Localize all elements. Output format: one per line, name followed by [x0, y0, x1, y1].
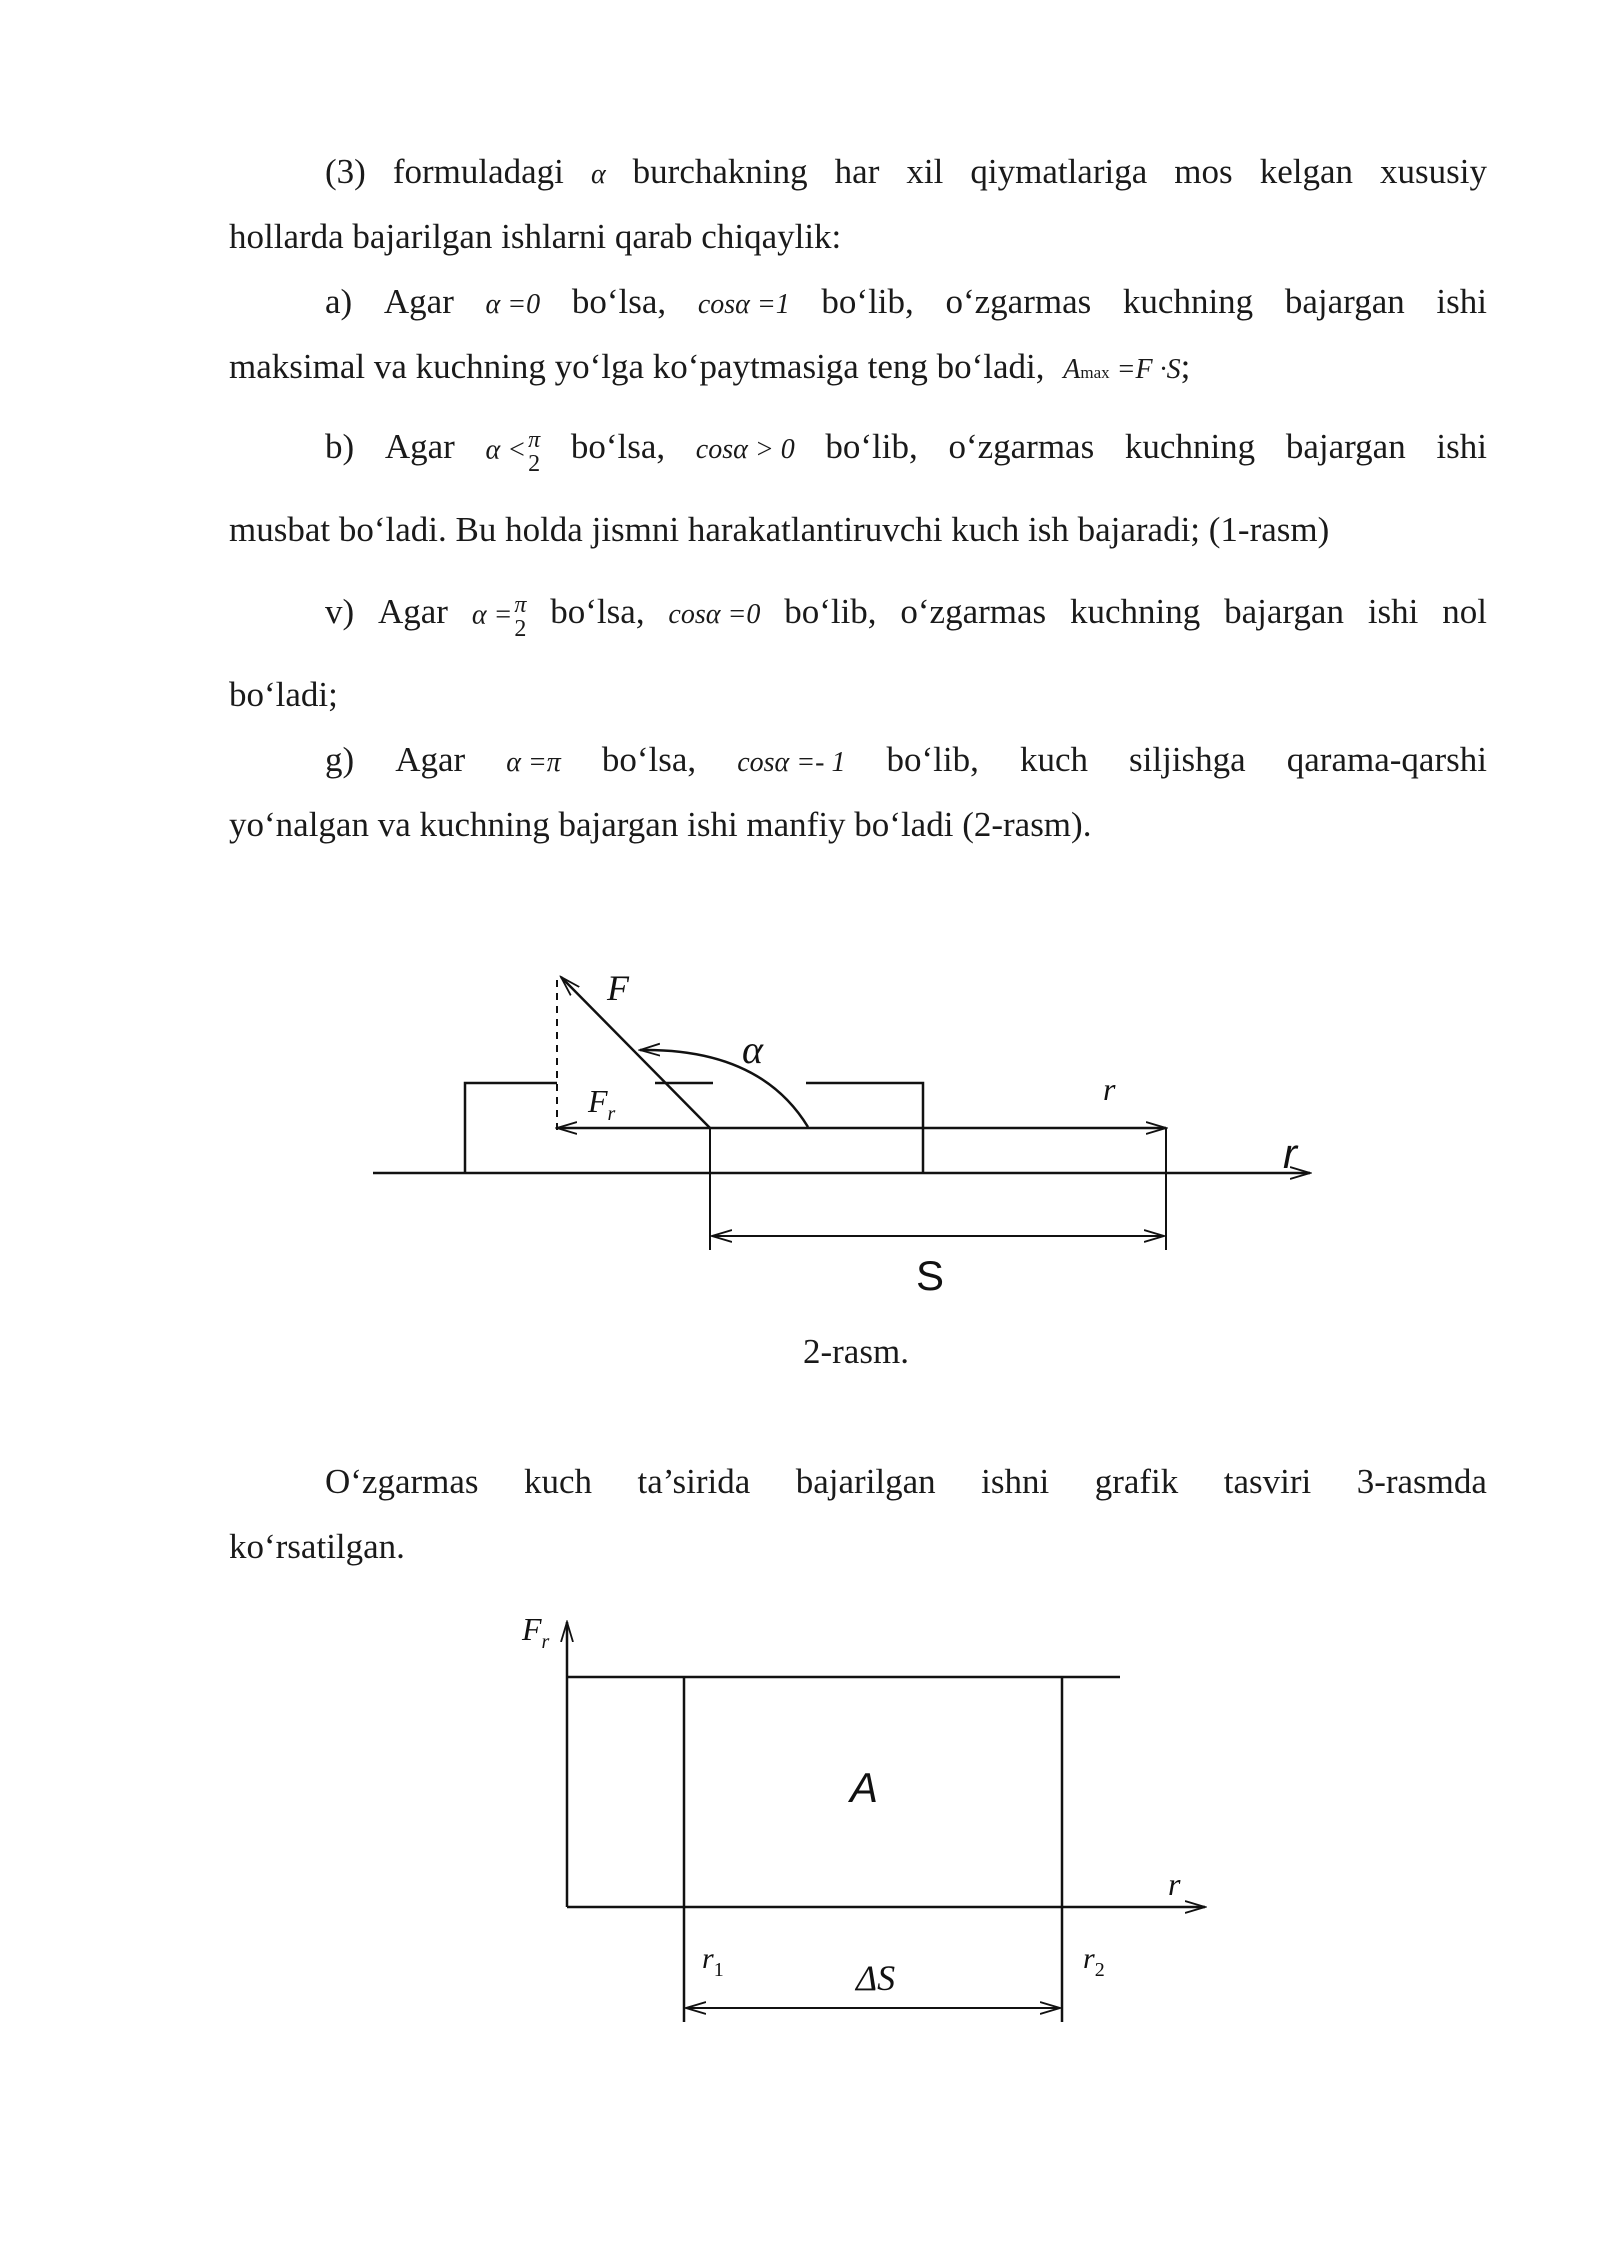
word: bo‘lib, — [784, 592, 877, 631]
fraction-denominator: 2 — [528, 450, 541, 477]
paragraph-2-line-1 — [325, 1460, 1487, 1504]
word: o‘zgarmas — [948, 427, 1095, 466]
label-Fr-axis — [521, 1611, 550, 1653]
body-outline-left — [465, 1083, 557, 1173]
word: har — [834, 152, 880, 191]
item-v-line-2: bo‘ladi; — [229, 675, 338, 714]
word: bajarilgan — [795, 1462, 936, 1501]
word: kelgan — [1259, 152, 1353, 191]
word: kuchning — [1124, 427, 1256, 466]
label-S: S — [916, 1252, 945, 1299]
item-prefix: g) — [325, 740, 355, 779]
word: tasviri — [1223, 1462, 1312, 1501]
word: grafik — [1094, 1462, 1179, 1501]
label-Fr-sub: r — [541, 1631, 550, 1653]
label-Fr-main: F — [588, 1083, 608, 1119]
word: bo‘lib, — [825, 427, 918, 466]
label-r2 — [1083, 1942, 1105, 1981]
item-b-line-2: musbat bo‘ladi. Bu holda jismni harakatlantiruvchi kuch ish bajaradi; (1-rasm) — [229, 510, 1330, 549]
label-A: A — [850, 1764, 879, 1811]
word: qiymatlariga — [970, 152, 1148, 191]
word: formuladagi — [392, 152, 564, 191]
fraction-denominator: 2 — [514, 615, 527, 642]
cosine-formula: cosα =0 — [668, 599, 761, 630]
word: Agar — [395, 740, 466, 779]
label-Fr-sub: r — [607, 1103, 616, 1125]
word: bo‘lsa, — [571, 282, 667, 321]
item-g-line-2: yo‘nalgan va kuchning bajargan ishi manfiy bo‘ladi (2-rasm). — [229, 805, 1092, 844]
label-r2-main: r — [1083, 1942, 1095, 1975]
subscript-max: max — [1080, 363, 1110, 382]
semicolon: ; — [1180, 347, 1191, 386]
item-prefix: a) — [325, 282, 353, 321]
cosine-formula: cosα =1 — [697, 289, 790, 320]
word: bajargan — [1284, 282, 1405, 321]
fraction-numerator: π — [528, 426, 541, 453]
angle-arc — [640, 1050, 808, 1127]
word: xil — [906, 152, 944, 191]
word: xususiy — [1380, 152, 1487, 191]
word: kuchning — [1070, 592, 1201, 631]
label-r2-sub: 2 — [1094, 1959, 1105, 1981]
word: kuch — [524, 1462, 593, 1501]
word: bo‘lsa, — [570, 427, 666, 466]
label-alpha: α — [742, 1027, 763, 1072]
word: bo‘lsa, — [601, 740, 697, 779]
word: ishi — [1367, 592, 1419, 631]
word: qarama-qarshi — [1286, 740, 1487, 779]
word: burchakning — [632, 152, 808, 191]
word: (3) — [325, 152, 366, 191]
label-delta-s: ΔS — [856, 1958, 896, 1998]
label-r1-sub: 1 — [713, 1959, 724, 1981]
word: bajargan — [1224, 592, 1344, 631]
figure-2-caption: 2-rasm. — [803, 1332, 909, 1371]
word: bo‘lib, — [886, 740, 979, 779]
cosine-formula: cosα > 0 — [695, 434, 795, 465]
alpha-symbol: α — [590, 159, 606, 190]
label-Fr — [587, 1083, 616, 1125]
formula-left: α < — [485, 434, 527, 465]
word: Agar — [383, 282, 454, 321]
condition-formula: α =π — [506, 747, 561, 778]
paragraph-2-line-2: ko‘rsatilgan. — [229, 1527, 405, 1566]
word: o‘zgarmas — [900, 592, 1047, 631]
word: O‘zgarmas — [325, 1462, 479, 1501]
label-r-vector: r — [1103, 1071, 1116, 1107]
formula-left: α = — [471, 599, 513, 630]
label-r-axis: r — [1168, 1866, 1181, 1902]
line-text: maksimal va kuchning yo‘lga ko‘paytmasiga teng bo‘ladi, — [229, 347, 1045, 386]
word: kuchning — [1122, 282, 1254, 321]
condition-formula: α =0 — [485, 289, 541, 320]
formula-rest: =F ·S — [1116, 354, 1181, 385]
label-r1-main: r — [702, 1942, 714, 1975]
item-prefix: v) — [325, 592, 355, 631]
word: ishni — [981, 1462, 1050, 1501]
word: siljishga — [1129, 740, 1246, 779]
label-Fr-main: F — [522, 1611, 542, 1647]
word: ishi — [1436, 427, 1487, 466]
label-r-axis: r — [1283, 1130, 1297, 1177]
cosine-formula: cosα =- 1 — [737, 747, 846, 778]
word: 3-rasmda — [1356, 1462, 1487, 1501]
word: nol — [1442, 592, 1487, 631]
word: mos — [1174, 152, 1233, 191]
word: bo‘lsa, — [550, 592, 645, 631]
word: ta’sirida — [637, 1462, 751, 1501]
word: Agar — [384, 427, 455, 466]
word: Agar — [378, 592, 448, 631]
word: bo‘lib, — [821, 282, 914, 321]
paragraph-1-line-2: hollarda bajarilgan ishlarni qarab chiqaylik: — [229, 217, 842, 256]
figure-3-graph — [0, 1580, 1600, 2040]
symbol-A: A — [1063, 354, 1081, 385]
item-prefix: b) — [325, 427, 355, 466]
label-r1 — [702, 1942, 724, 1981]
fraction-numerator: π — [514, 591, 527, 618]
word: kuch — [1019, 740, 1088, 779]
label-F: F — [607, 968, 629, 1008]
word: ishi — [1436, 282, 1487, 321]
word: bajargan — [1285, 427, 1406, 466]
word: o‘zgarmas — [945, 282, 1092, 321]
